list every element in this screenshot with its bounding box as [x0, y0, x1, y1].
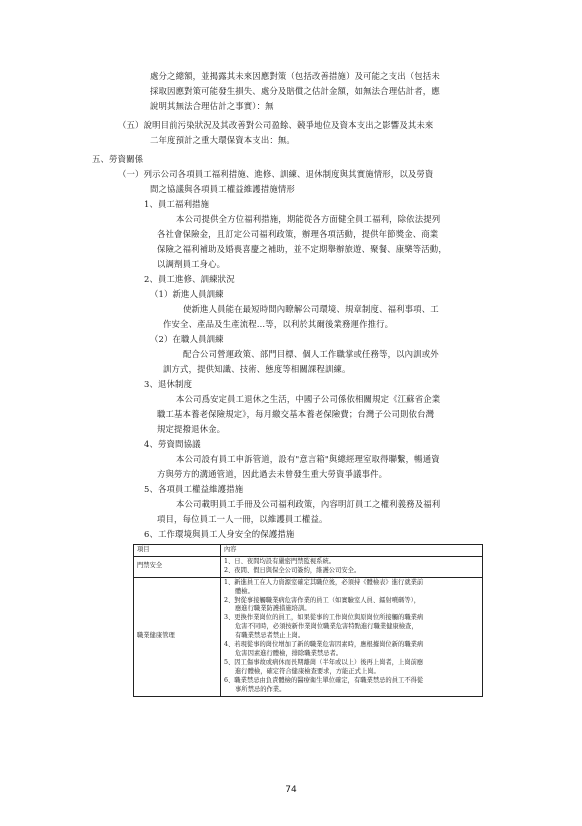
- content-line: 2、對從事接觸職業病危害作業的員工（如實驗室人員、鐳射噴碼等），: [224, 596, 421, 604]
- item-heading: （1）新進人員訓練: [150, 289, 224, 299]
- row-item-access-security: 門禁安全: [134, 556, 221, 577]
- content-line: 危害因素進行體檢，排除職業禁忌者。: [235, 649, 343, 657]
- text-line: 本公司爲安定員工退休之生活，中國子公司係依相關規定《江蘇省企業: [176, 394, 441, 404]
- text-line: 作安全、產品及生產流程…等，以利於其爾後業務運作推行。: [163, 319, 394, 329]
- section-heading: 五、勞資關係: [92, 154, 144, 164]
- content-line: 1、新進員工在人力資源室確定其職位後，必須持《體檢表》進行就業前: [224, 578, 424, 586]
- section-heading: （一）列示公司各項員工福利措施、進修、訓練、退休制度與其實施情形，以及勞資: [118, 169, 434, 179]
- subsection-heading: 4、勞資間協議: [144, 439, 201, 449]
- table-row: [134, 556, 483, 577]
- subsection-heading: 3、退休制度: [144, 379, 193, 389]
- content-line: 3、更換作業崗位的員工，如果從事的工作崗位與原崗位所接觸的職業病: [224, 614, 424, 622]
- content-line: 有職業禁忌者禁止上崗。: [235, 632, 305, 640]
- table-header-row: [134, 545, 483, 557]
- item-heading: （2）在職人員訓練: [150, 334, 224, 344]
- text-line: 項目，每位員工一人一冊，以維護員工權益。: [157, 514, 328, 524]
- text-line: 規定提撥退休金。: [157, 424, 226, 434]
- content-line: 危害不同時，必須按新作業崗位職業危害特點進行職業健康檢查，: [235, 623, 418, 631]
- row-item-occupational-health: 職業健康管理: [134, 577, 221, 696]
- text-line: 說明其無法合理估計之事實）：無: [150, 101, 274, 111]
- section-heading: （五）說明目前污染狀況及其改善對公司盈餘、競爭地位及資本支出之影響及其未來: [118, 120, 434, 130]
- text-line: 處分之總額，並揭露其未來因應對策（包括改善措施）及可能之支出（包括未: [150, 71, 440, 81]
- column-header-item: 項目: [134, 545, 221, 557]
- text-line: 訓方式，提供知識、技術、態度等相關課程訓練。: [163, 364, 351, 374]
- text-line: 使新進人員能在最短時間內瞭解公司環境、規章制度、福利事項、工: [183, 304, 439, 314]
- content-line: 4、若現從事的崗位增加了新的職業危害因素時，應根據崗位新的職業病: [224, 641, 424, 649]
- text-line: 配合公司營運政策、部門目標、個人工作職掌或任務等，以內訓或外: [183, 349, 439, 359]
- text-line: 二年度預計之重大環保資本支出：無。: [150, 135, 295, 145]
- content-line: 體檢。: [235, 587, 254, 595]
- text-line: 本公司設有員工申訴管道，設有"意言箱"與總經理室取得聯繫，暢通資: [176, 454, 440, 464]
- text-line: 方與勞方的溝通管道，因此過去未曾發生重大勞資爭議事件。: [157, 469, 388, 479]
- content-line: 5、因工傷事故或病休而長期離崗（半年或以上）後再上崗者，上崗前應: [224, 658, 424, 666]
- row-content-access-security: [221, 556, 483, 577]
- subsection-heading: 2、員工進修、訓練狀況: [144, 274, 235, 284]
- content-line: 2、夜間、假日與保全公司簽約，維護公司安全。: [224, 566, 361, 574]
- text-line: 各社會保險金，且訂定公司福利政策，辦理各項活動，提供年節獎金、商業: [157, 229, 439, 239]
- column-header-content: 內容: [221, 545, 483, 557]
- content-line: 事所禁忌的作業。: [235, 685, 286, 693]
- content-line: 6、職業禁忌由負責體檢的醫療衛生單位確定，有職業禁忌的員工不得從: [224, 676, 424, 684]
- subsection-heading: 5、各項員工權益維護措施: [144, 484, 244, 494]
- content-line: 進行體檢，確定符合健康檢查要求，方能正式上崗。: [235, 667, 380, 675]
- page-number: 74: [285, 785, 297, 795]
- text-line: 間之協議與各項員工權益維護措施情形: [150, 184, 295, 194]
- safety-measures-table: [133, 544, 483, 697]
- subsection-heading: 6、工作環境與員工人身安全的保護措施: [144, 529, 295, 539]
- row-content-occupational-health: [221, 577, 483, 696]
- text-line: 本公司提供全方位福利措施，期能從各方面健全員工福利，除依法提列: [176, 214, 441, 224]
- text-line: 本公司載明員工手冊及公司福利政策，內容明訂員工之權利義務及福利: [176, 499, 441, 509]
- text-line: 採取因應對策可能發生損失、處分及賠償之估計金額，如無法合理估計者，應: [150, 86, 440, 96]
- text-line: 保險之福利補助及婚喪喜慶之補助，並不定期舉辦旅遊、聚餐、康樂等活動，: [157, 244, 447, 254]
- text-line: 職工基本養老保險規定》，每月繳交基本養老保險費；台灣子公司則依台灣: [157, 409, 435, 419]
- content-line: 應進行職業防護措施培訓。: [235, 605, 311, 613]
- subsection-heading: 1、員工福利措施: [144, 199, 210, 209]
- text-line: 以調劑員工身心。: [157, 259, 226, 269]
- content-line: 1、日、夜間均設有嚴密門禁監視系統。: [224, 557, 336, 565]
- table-row: [134, 577, 483, 696]
